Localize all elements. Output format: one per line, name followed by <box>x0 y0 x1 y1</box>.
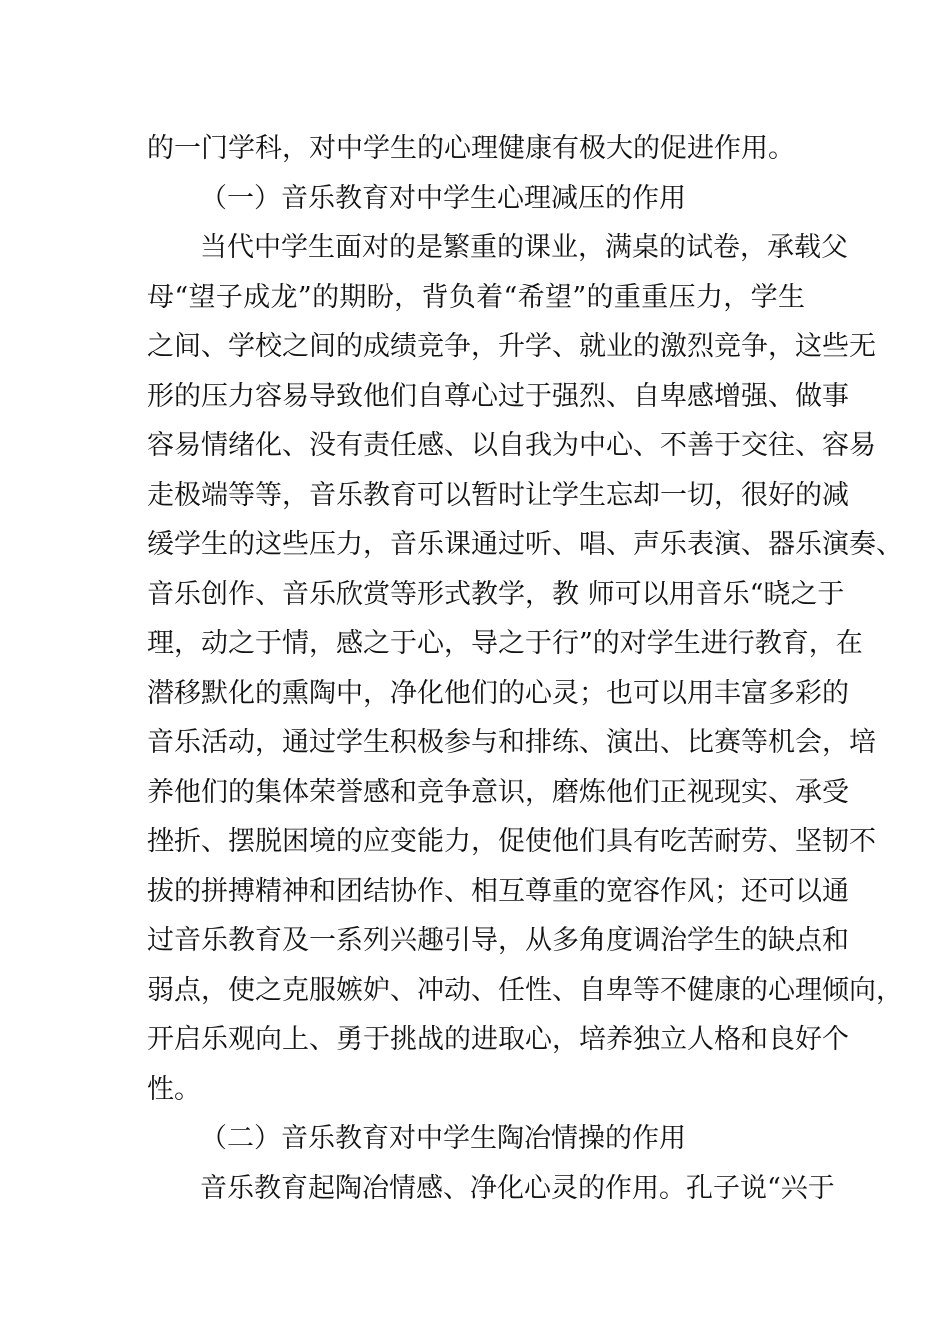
paragraph-line: 母“望子成龙”的期盼，背负着“希望”的重重压力，学生 <box>147 282 805 313</box>
paragraph-line: 走极端等等，音乐教育可以暂时让学生忘却一切，很好的减 <box>147 480 849 511</box>
section-heading-1: （一）音乐教育对中学生心理减压的作用 <box>200 183 686 214</box>
paragraph-line: 性。 <box>147 1074 201 1105</box>
paragraph-line: 之间、学校之间的成绩竞争，升学、就业的激烈竞争，这些无 <box>147 331 876 362</box>
paragraph-line: 弱点，使之克服嫉妒、冲动、任性、自卑等不健康的心理倾向， <box>147 975 903 1006</box>
paragraph-line: 拔的拼搏精神和团结协作、相互尊重的宽容作风；还可以通 <box>147 876 849 907</box>
paragraph-line: 的一门学科，对中学生的心理健康有极大的促进作用。 <box>147 133 795 164</box>
paragraph-line: 理，动之于情，感之于心，导之于行”的对学生进行教育，在 <box>147 628 863 659</box>
paragraph-line: 当代中学生面对的是繁重的课业，满桌的试卷，承载父 <box>200 232 848 263</box>
paragraph-line: 形的压力容易导致他们自尊心过于强烈、自卑感增强、做事 <box>147 381 849 412</box>
paragraph-line: 潜移默化的熏陶中，净化他们的心灵；也可以用丰富多彩的 <box>147 678 849 709</box>
paragraph-line: 容易情绪化、没有责任感、以自我为中心、不善于交往、容易 <box>147 430 876 461</box>
paragraph-line: 音乐教育起陶冶情感、净化心灵的作用。孔子说“兴于 <box>200 1173 835 1204</box>
paragraph-line: 缓学生的这些压力，音乐课通过听、唱、声乐表演、器乐演奏、 <box>147 529 903 560</box>
paragraph-line: 挫折、摆脱困境的应变能力，促使他们具有吃苦耐劳、坚韧不 <box>147 826 876 857</box>
section-heading-2: （二）音乐教育对中学生陶冶情操的作用 <box>200 1123 686 1154</box>
paragraph-line: 开启乐观向上、勇于挑战的进取心，培养独立人格和良好个 <box>147 1024 849 1055</box>
paragraph-line: 音乐活动，通过学生积极参与和排练、演出、比赛等机会，培 <box>147 727 876 758</box>
paragraph-line: 过音乐教育及一系列兴趣引导，从多角度调治学生的缺点和 <box>147 925 849 956</box>
paragraph-line: 音乐创作、音乐欣赏等形式教学，教 师可以用音乐“晓之于 <box>147 579 845 610</box>
paragraph-line: 养他们的集体荣誉感和竞争意识，磨炼他们正视现实、承受 <box>147 777 849 808</box>
